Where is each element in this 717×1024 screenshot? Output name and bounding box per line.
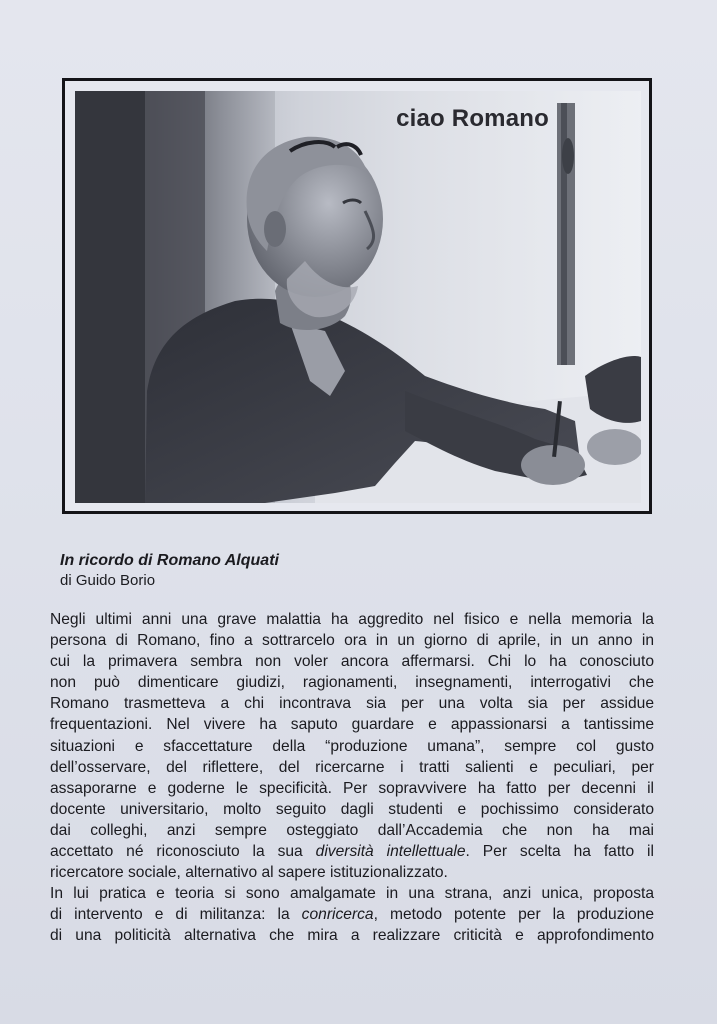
portrait-photo: [75, 91, 641, 503]
body-line-emphasis: conricerca: [301, 906, 374, 924]
photo-caption: ciao Romano: [396, 105, 549, 132]
body-line: [50, 841, 654, 862]
body-line-emphasis: diversità intellettuale: [315, 843, 466, 861]
article: [50, 550, 654, 947]
body-line-text: . Per scelta ha fatto il: [465, 843, 654, 861]
body-line: non può dimenticare giudizi, ragionamenti, insegnamenti, interrogativi che: [50, 674, 654, 692]
body-line: persona di Romano, fino a sottrarcelo ora in un giorno di aprile, in un anno in: [50, 632, 654, 650]
portrait-illustration: [75, 91, 641, 503]
body-line: dai colleghi, anzi sempre osteggiato dall’Accademia che non ha mai: [50, 821, 654, 839]
body-line: [50, 904, 654, 925]
body-line: di una politicità alternativa che mira a realizzare criticità e approfondimento: [50, 927, 654, 945]
article-body: [50, 609, 654, 947]
body-line-text: accettato né riconosciuto la sua: [50, 843, 316, 861]
body-line: cui la primavera sembra non voler ancora affermarsi. Chi lo ha conosciuto: [50, 653, 654, 671]
body-line: docente universitario, molto seguito dagli studenti e pochissimo considerato: [50, 800, 654, 818]
body-line: dell’osservare, del riflettere, del ricercarne i tratti salienti e peculiari, per: [50, 758, 654, 776]
article-byline: di Guido Borio: [60, 572, 156, 589]
body-line: Negli ultimi anni una grave malattia ha aggredito nel fisico e nella memoria la: [50, 611, 654, 628]
body-line-text: , metodo potente per la produzione: [373, 906, 655, 924]
body-line: frequentazioni. Nel vivere ha saputo guardare e appassionarsi a tantissime: [50, 716, 654, 734]
body-line: assaporarne e goderne le specificità. Per sopravvivere ha fatto per decenni il: [50, 779, 654, 797]
body-line: Romano trasmetteva a chi incontrava sia per una volta sia per assidue: [50, 695, 654, 713]
article-title: In ricordo di Romano Alquati: [60, 552, 279, 569]
photo-frame: [62, 78, 652, 514]
body-line: situazioni e sfaccettature della “produzione umana”, sempre col gusto: [50, 737, 654, 755]
body-line: In lui pratica e teoria si sono amalgamate in una strana, anzi unica, proposta: [50, 885, 654, 903]
body-line-text: di intervento e di militanza: la: [50, 906, 302, 924]
body-line: ricercatore sociale, alternativo al sapere istituzionalizzato.: [50, 864, 448, 882]
